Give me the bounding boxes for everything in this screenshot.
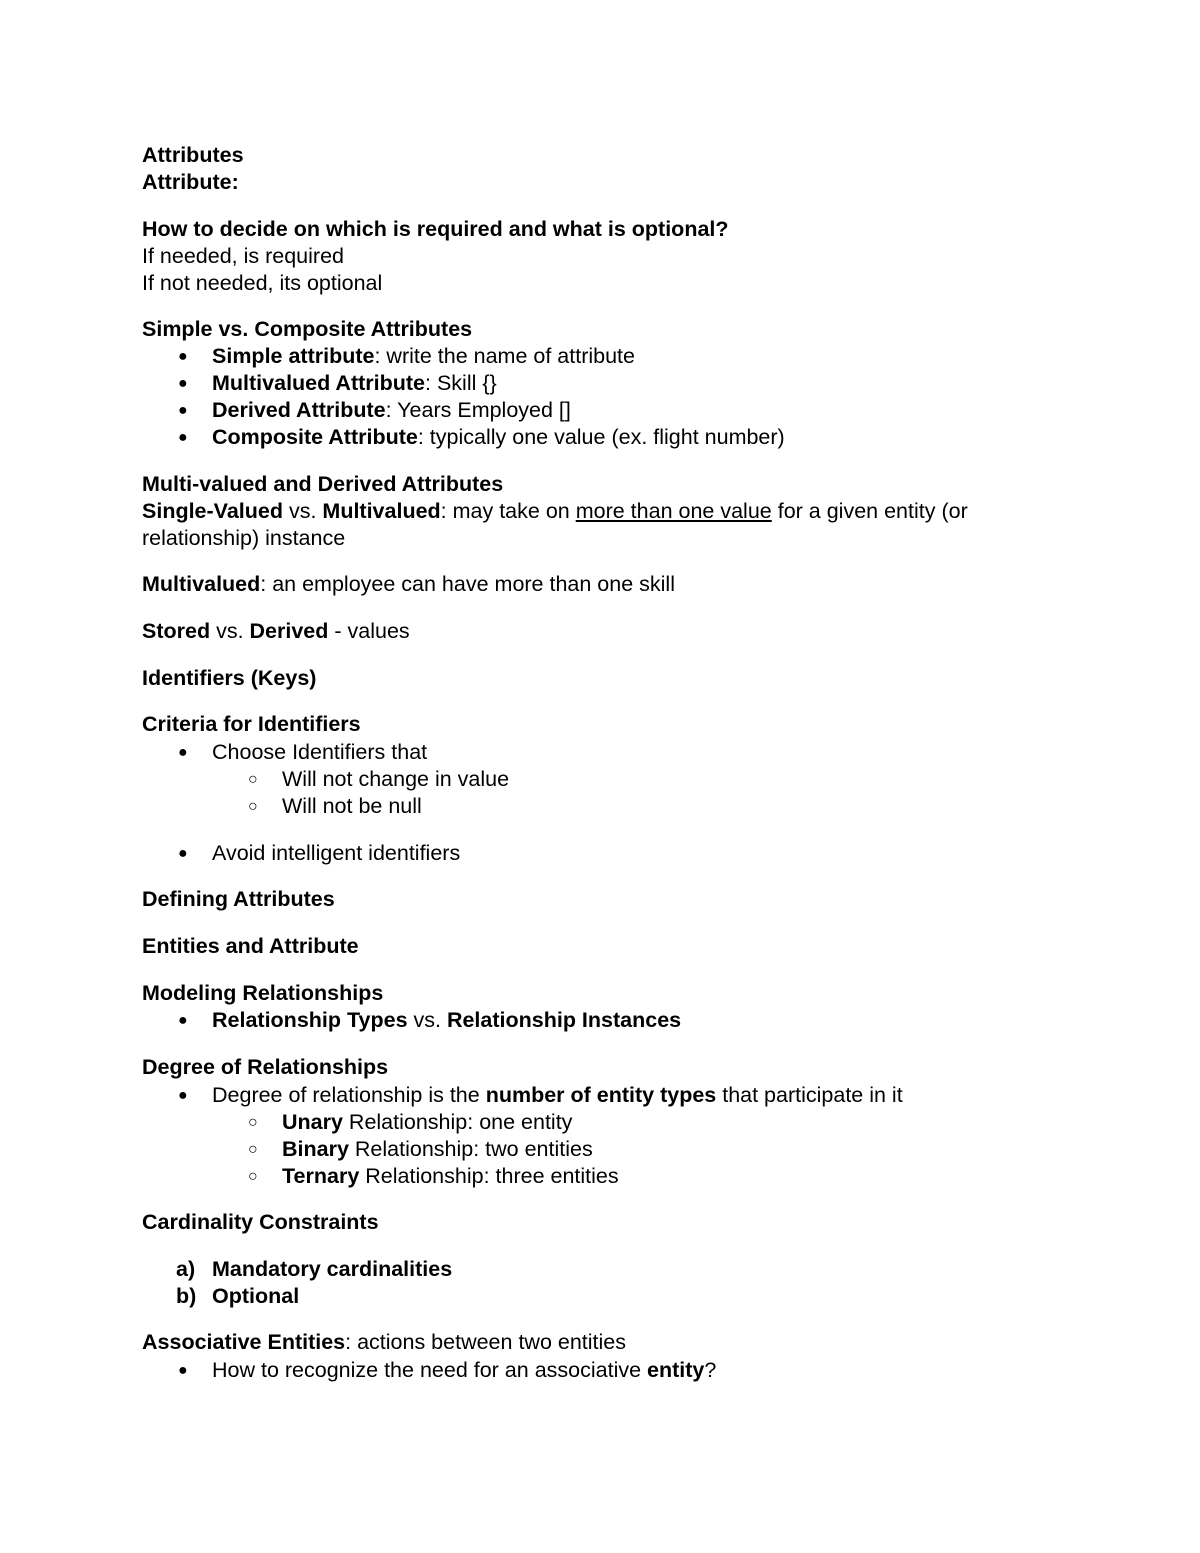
list-label: b) bbox=[176, 1284, 197, 1308]
degree-heading: Degree of Relationships bbox=[142, 1055, 389, 1079]
list-item: Simple attribute: write the name of attribute bbox=[212, 344, 635, 368]
bullet-icon: ● bbox=[178, 1012, 188, 1029]
circle-bullet-icon: ○ bbox=[248, 798, 258, 815]
list-item: Mandatory cardinalities bbox=[212, 1257, 453, 1281]
circle-bullet-icon: ○ bbox=[248, 1114, 258, 1131]
required-line-1: If needed, is required bbox=[142, 244, 344, 268]
cardinality-heading: Cardinality Constraints bbox=[142, 1210, 379, 1234]
list-item: Avoid intelligent identifiers bbox=[212, 841, 461, 865]
sub-list-item: Binary Relationship: two entities bbox=[282, 1137, 593, 1161]
associative-line: Associative Entities: actions between two entities bbox=[142, 1330, 626, 1354]
sub-list-item: Unary Relationship: one entity bbox=[282, 1110, 573, 1134]
attribute-label: Attribute: bbox=[142, 170, 239, 194]
defining-heading: Defining Attributes bbox=[142, 887, 335, 911]
multi-derived-heading: Multi-valued and Derived Attributes bbox=[142, 472, 504, 496]
multivalued-definition: Single-Valued vs. Multivalued: may take on more than one value for a given entity (or relationship) instance bbox=[142, 499, 968, 550]
multivalued-example: Multivalued: an employee can have more than one skill bbox=[142, 572, 675, 596]
sub-list-item: Ternary Relationship: three entities bbox=[282, 1164, 619, 1188]
list-label: a) bbox=[176, 1257, 196, 1281]
bullet-icon: ● bbox=[178, 429, 188, 446]
doc-title: Attributes bbox=[142, 143, 244, 167]
bullet-icon: ● bbox=[178, 845, 188, 862]
list-item: How to recognize the need for an associative entity? bbox=[212, 1358, 717, 1382]
circle-bullet-icon: ○ bbox=[248, 1168, 258, 1185]
simple-composite-heading: Simple vs. Composite Attributes bbox=[142, 317, 473, 341]
required-line-2: If not needed, its optional bbox=[142, 271, 383, 295]
modeling-heading: Modeling Relationships bbox=[142, 981, 384, 1005]
bullet-icon: ● bbox=[178, 744, 188, 761]
list-item: Multivalued Attribute: Skill {} bbox=[212, 371, 497, 395]
bullet-icon: ● bbox=[178, 348, 188, 365]
list-item: Choose Identifiers that bbox=[212, 740, 428, 764]
list-item: Degree of relationship is the number of entity types that participate in it bbox=[212, 1083, 903, 1107]
list-item: Relationship Types vs. Relationship Instances bbox=[212, 1008, 682, 1032]
bullet-icon: ● bbox=[178, 402, 188, 419]
stored-derived-line: Stored vs. Derived - values bbox=[142, 619, 410, 643]
entities-heading: Entities and Attribute bbox=[142, 934, 359, 958]
bullet-icon: ● bbox=[178, 375, 188, 392]
criteria-heading: Criteria for Identifiers bbox=[142, 712, 361, 736]
list-item: Derived Attribute: Years Employed [] bbox=[212, 398, 571, 422]
required-heading: How to decide on which is required and what is optional? bbox=[142, 217, 729, 241]
circle-bullet-icon: ○ bbox=[248, 1141, 258, 1158]
bullet-icon: ● bbox=[178, 1362, 188, 1379]
identifiers-heading: Identifiers (Keys) bbox=[142, 666, 317, 690]
sub-list-item: Will not change in value bbox=[282, 767, 510, 791]
list-item: Composite Attribute: typically one value (ex. flight number) bbox=[212, 425, 785, 449]
bullet-icon: ● bbox=[178, 1087, 188, 1104]
circle-bullet-icon: ○ bbox=[248, 771, 258, 788]
list-item: Optional bbox=[212, 1284, 300, 1308]
sub-list-item: Will not be null bbox=[282, 794, 422, 818]
